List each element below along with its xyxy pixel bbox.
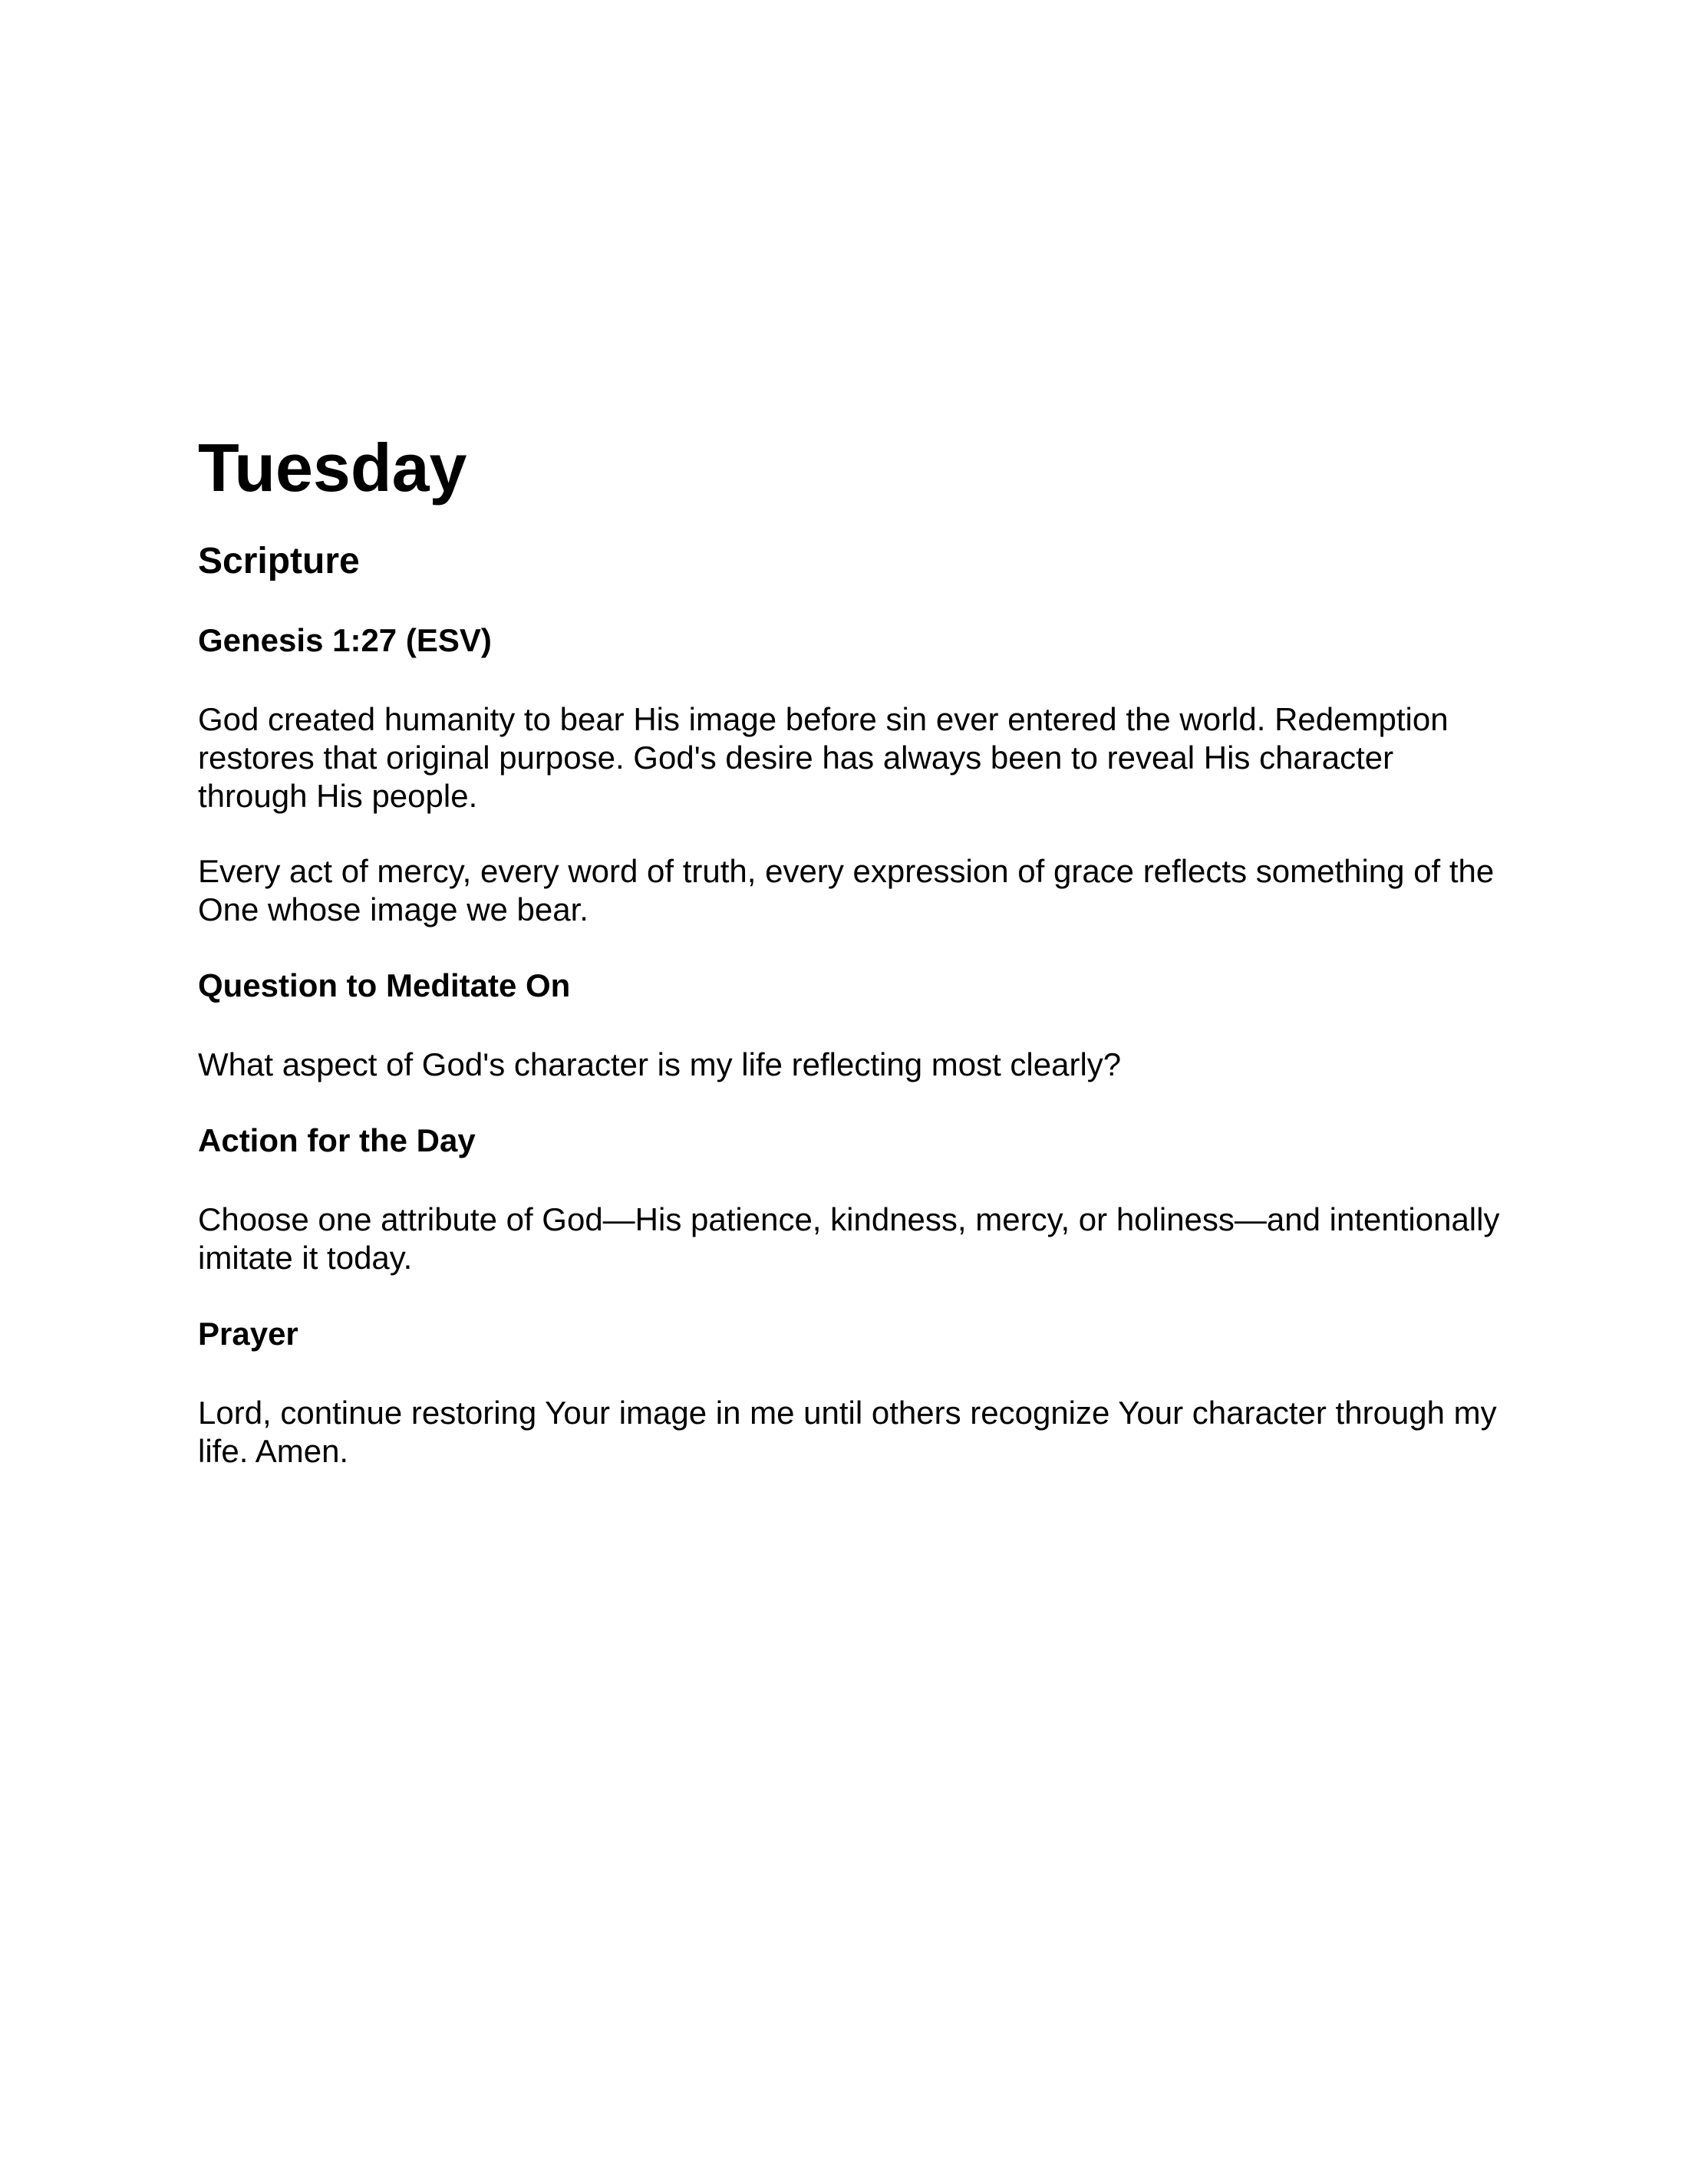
meditation-heading: Question to Meditate On (198, 967, 571, 1003)
body-paragraph: Every act of mercy, every word of truth, every expression of grace reflects something of the One whose image we bear. (198, 853, 1495, 927)
action-heading: Action for the Day (198, 1122, 476, 1158)
prayer-heading: Prayer (198, 1316, 298, 1352)
body-paragraph: God created humanity to bear His image before sin ever entered the world. Redemption restores that original purpose. God's desire has always been to reveal His character through His people. (198, 701, 1449, 814)
document-page (198, 426, 1502, 1471)
page-title: Tuesday (198, 430, 467, 506)
action-text: Choose one attribute of God—His patience, kindness, mercy, or holiness—and intentionally imitate it today. (198, 1201, 1500, 1276)
scripture-reference: Genesis 1:27 (ESV) (198, 622, 492, 658)
prayer-text: Lord, continue restoring Your image in me until others recognize Your character through my life. Amen. (198, 1395, 1497, 1469)
meditation-text: What aspect of God's character is my life reflecting most clearly? (198, 1046, 1122, 1082)
scripture-heading: Scripture (198, 541, 360, 581)
